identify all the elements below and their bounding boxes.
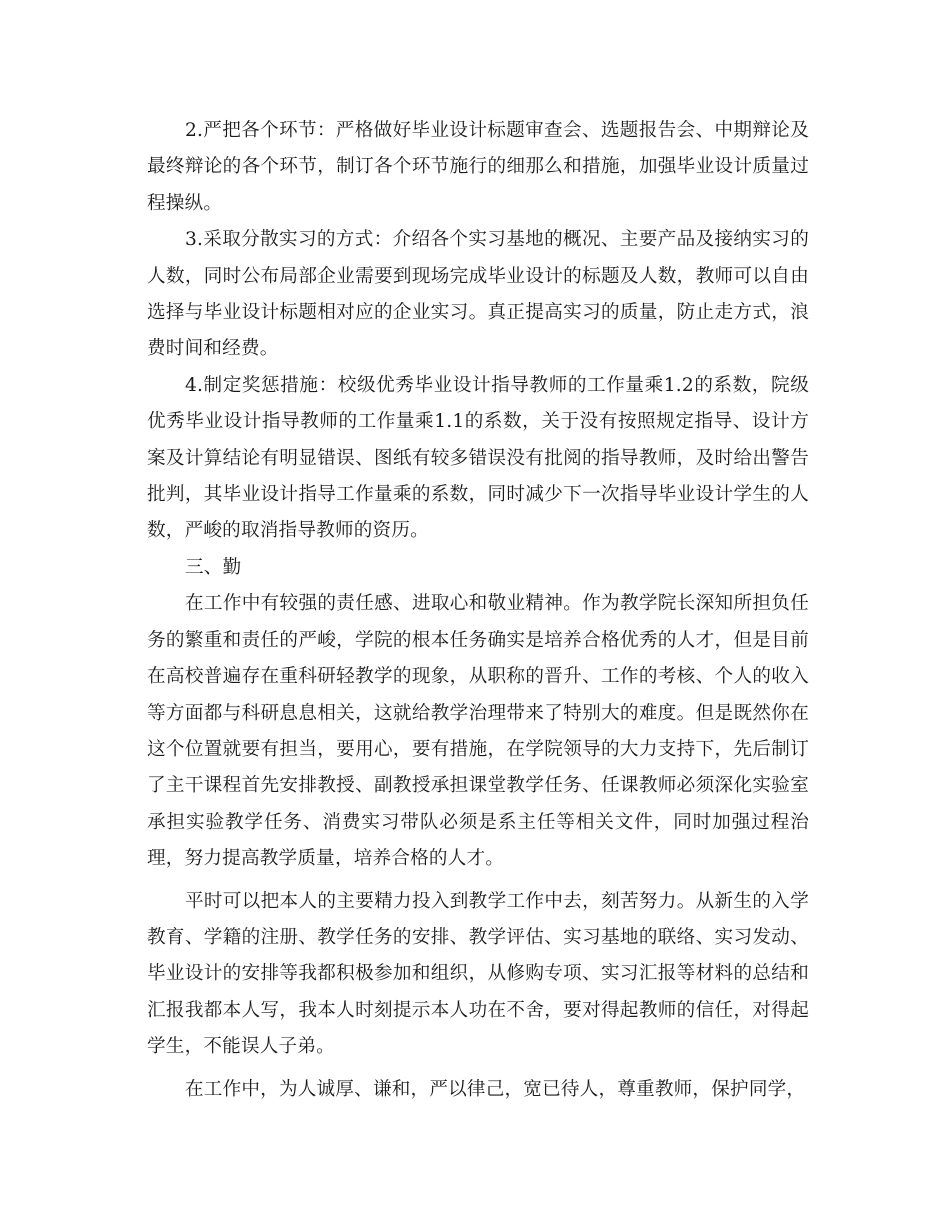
- paragraph-item-2-stages: 2.严把各个环节：严格做好毕业设计标题审查会、选题报告会、中期辩论及最终辩论的各个环节，制订各个环节施行的细那么和措施，加强毕业设计质量过程操纵。: [147, 120, 809, 214]
- paragraph-responsibility: 在工作中有较强的责任感、进取心和敬业精神。作为教学院长深知所担负任务的繁重和责任的严峻，学院的根本任务确实是培养合格优秀的人才，但是目前在高校普遍存在重科研轻教学的现象，从职称的晋升、工作的考核、个人的收入等方面都与科研息息相关，这就给教学治理带来了特别大的难度。但是既然你在这个位置就要有担当，要用心，要有措施，在学院领导的大力支持下，先后制订了主干课程首先安排教授、副教授承担课堂教学任务、任课教师必须深化实验室承担实验教学任务、消费实习带队必须是系主任等相关文件，同时加强过程治理，努力提高教学质量，培养合格的人才。: [147, 593, 809, 870]
- paragraph-daily-work: 平时可以把本人的主要精力投入到教学工作中去，刻苦努力。从新生的入学教育、学籍的注册、教学任务的安排、教学评估、实习基地的联络、实习发动、毕业设计的安排等我都积极参加和组织，从修购专项、实习汇报等材料的总结和汇报我都本人写，我本人时刻提示本人功在不舍，要对得起教师的信任，对得起学生，不能误人子弟。: [147, 890, 809, 1058]
- document-body: [147, 113, 809, 1108]
- section-heading-diligence: 三、勤: [185, 556, 242, 578]
- paragraph-conduct: 在工作中，为人诚厚、谦和，严以律己，宽已待人，尊重教师，保护同学，: [185, 1078, 806, 1100]
- paragraph-item-3-internship: 3.采取分散实习的方式：介绍各个实习基地的概况、主要产品及接纳实习的人数，同时公布局部企业需要到现场完成毕业设计的标题及人数，教师可以自由选择与毕业设计标题相对应的企业实习。真正提高实习的质量，防止走方式，浪费时间和经费。: [147, 229, 809, 360]
- paragraph-item-4-incentives: 4.制定奖惩措施：校级优秀毕业设计指导教师的工作量乘1.2的系数，院级优秀毕业设计指导教师的工作量乘1.1的系数，关于没有按照规定指导、设计方案及计算结论有明显错误、图纸有较多错误没有批阅的指导教师，及时给出警告批判，其毕业设计指导工作量乘的系数，同时减少下一次指导毕业设计学生的人数，严峻的取消指导教师的资历。: [147, 374, 809, 542]
